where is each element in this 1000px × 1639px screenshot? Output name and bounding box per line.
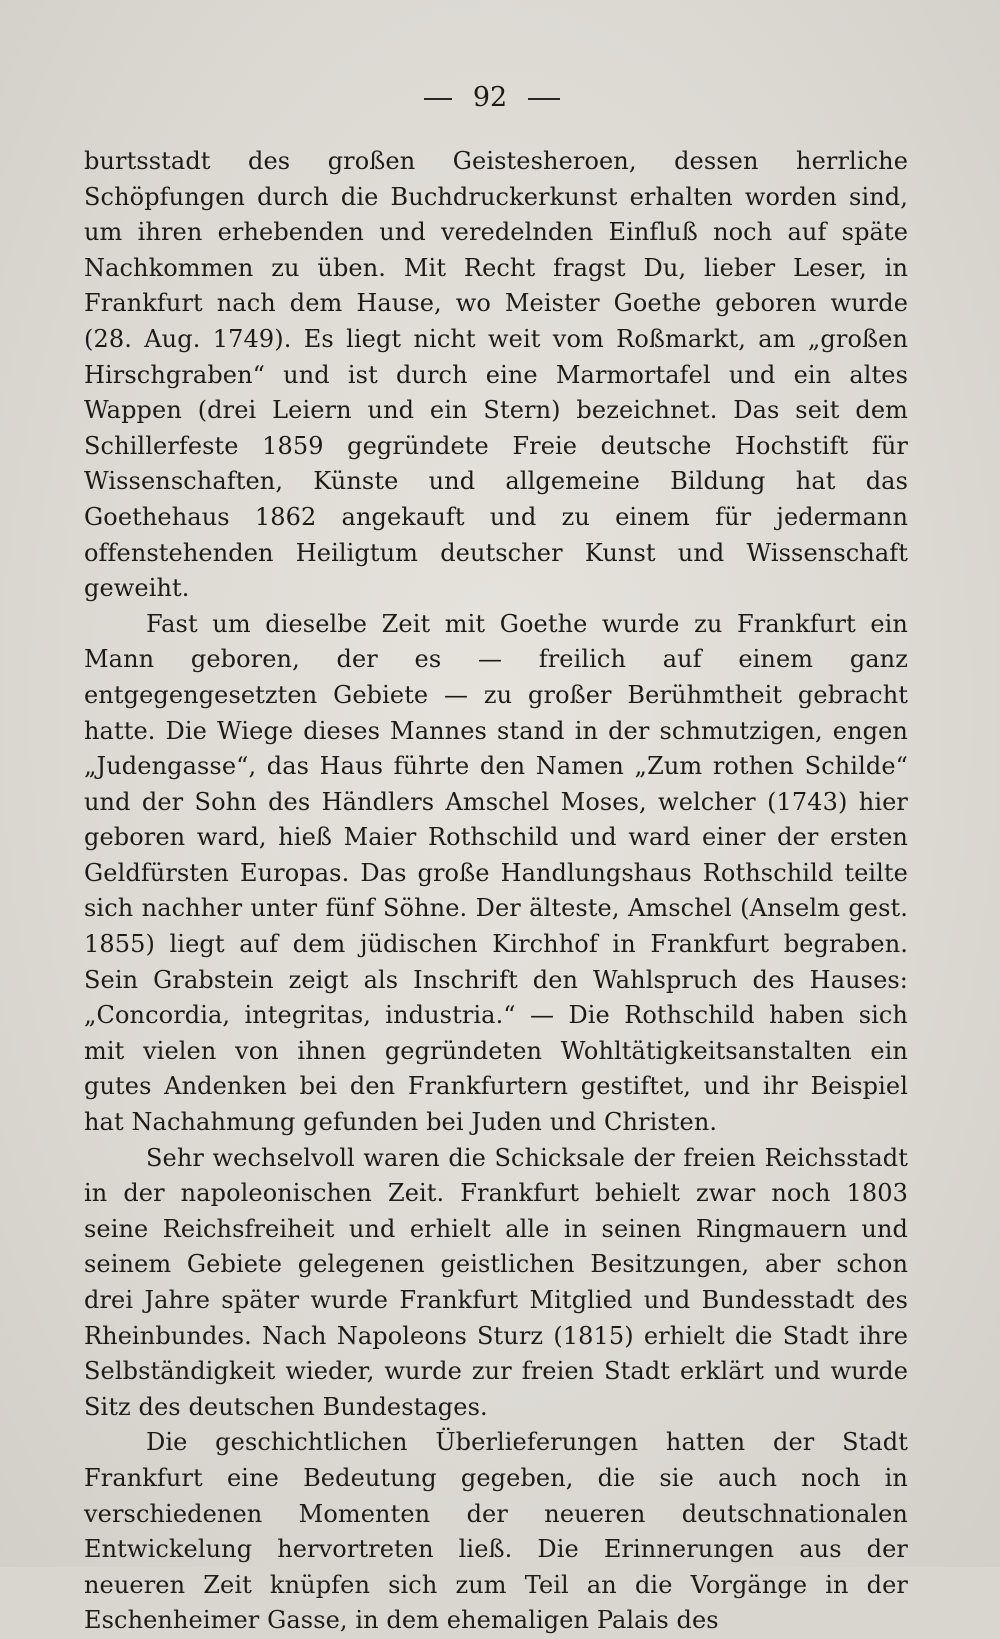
paragraph-4: Die geschichtlichen Überlieferungen hatten der Stadt Frankfurt eine Bedeutung gegeben, die sie auch noch in verschiedenen Momenten der neueren deutschnationalen Entwickelung hervortreten ließ. Die Erinnerungen aus der neueren Zeit knüpfen sich zum Teil an die Vorgänge in der Eschenheimer Gasse, in dem ehemaligen Palais des	[84, 1428, 908, 1635]
page-header	[0, 76, 1000, 120]
header-dash-left	[424, 98, 452, 100]
page-body	[84, 144, 908, 1639]
page-number: 92	[472, 82, 508, 113]
paragraph-1: burtsstadt des großen Geistesheroen, dessen herrliche Schöpfungen durch die Buchdruckerkunst erhalten worden sind, um ihren erhebenden und veredelnden Einfluß noch auf späte Nachkommen zu üben. Mit Recht fragst Du, lieber Leser, in Frankfurt nach dem Hause, wo Meister Goethe geboren wurde (28. Aug. 1749). Es liegt nicht weit vom Roßmarkt, am „großen Hirschgraben“ und ist durch eine Marmortafel und ein altes Wappen (drei Leiern und ein Stern) bezeichnet. Das seit dem Schillerfeste 1859 gegründete Freie deutsche Hochstift für Wissenschaften, Künste und allgemeine Bildung hat das Goethehaus 1862 angekauft und zu einem für jedermann offenstehenden Heiligtum deutscher Kunst und Wissenschaft geweiht.	[84, 147, 908, 603]
header-dash-right	[528, 98, 560, 100]
paragraph-3: Sehr wechselvoll waren die Schicksale der freien Reichsstadt in der napoleonischen Zeit. Frankfurt behielt zwar noch 1803 seine Reichsfreiheit und erhielt alle in seinen Ringmauern und seinem Gebiete gelegenen geistlichen Besitzungen, aber schon drei Jahre später wurde Frankfurt Mitglied und Bundesstadt des Rheinbundes. Nach Napoleons Sturz (1815) erhielt die Stadt ihre Selbständigkeit wieder, wurde zur freien Stadt erklärt und wurde Sitz des deutschen Bundestages.	[84, 1143, 908, 1421]
paragraph-2: Fast um dieselbe Zeit mit Goethe wurde zu Frankfurt ein Mann geboren, der es — freilich auf einem ganz entgegengesetzten Gebiete — zu großer Berühmtheit gebracht hatte. Die Wiege dieses Mannes stand in der schmutzigen, engen „Judengasse“, das Haus führte den Namen „Zum rothen Schilde“ und der Sohn des Händlers Amschel Moses, welcher (1743) hier geboren ward, hieß Maier Rothschild und ward einer der ersten Geldfürsten Europas. Das große Handlungshaus Rothschild teilte sich nachher unter fünf Söhne. Der älteste, Amschel (Anselm gest. 1855) liegt auf dem jüdischen Kirchhof in Frankfurt begraben. Sein Grabstein zeigt als Inschrift den Wahlspruch des Hauses: „Concordia, integritas, industria.“ — Die Rothschild haben sich mit vielen von ihnen gegründeten Wohltätigkeitsanstalten ein gutes Andenken bei den Frankfurtern gestiftet, und ihr Beispiel hat Nachahmung gefunden bei Juden und Christen.	[84, 609, 908, 1137]
